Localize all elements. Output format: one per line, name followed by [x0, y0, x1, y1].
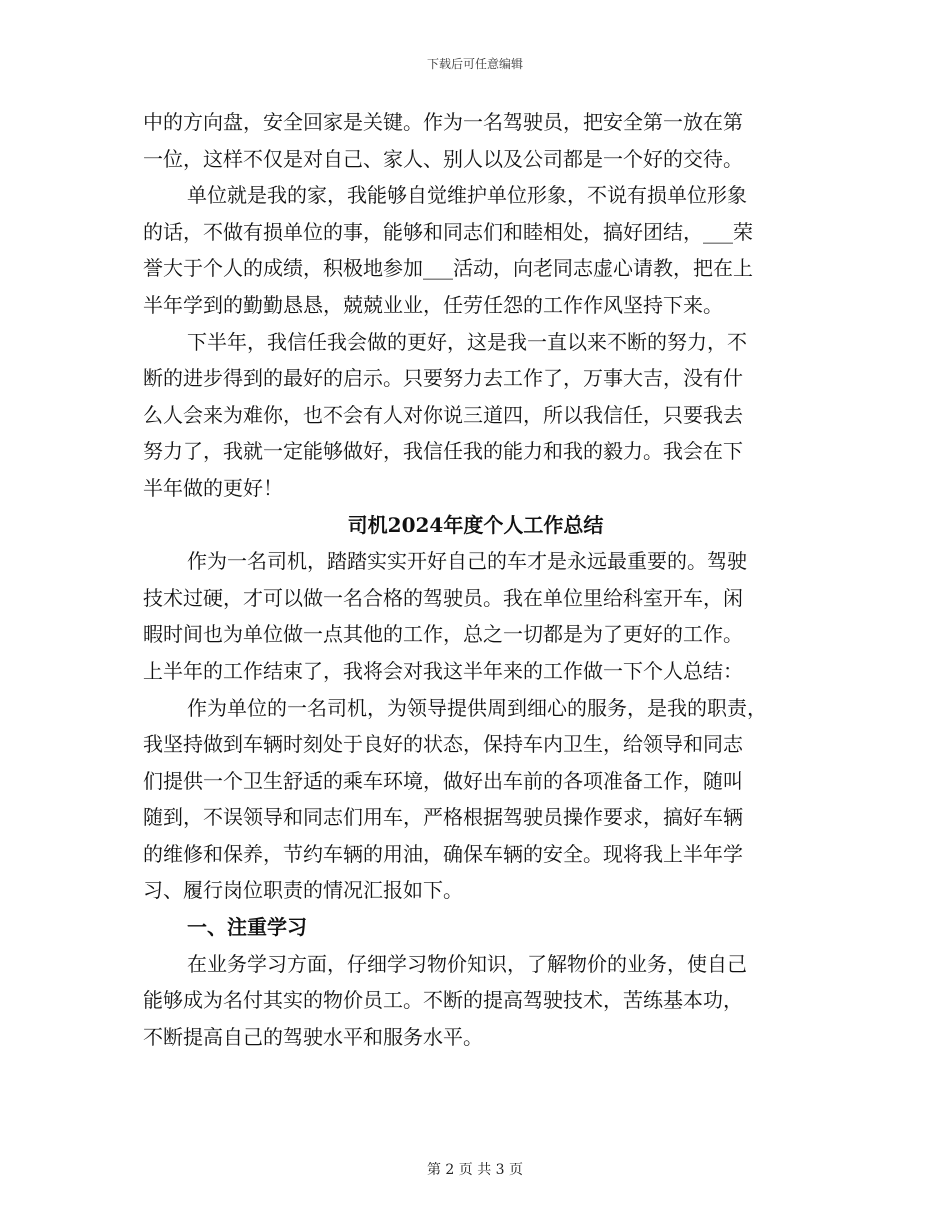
paragraph-line: 暇时间也为单位做一点其他的工作，总之一切都是为了更好的工作。: [143, 622, 743, 647]
header-note: 下载后可任意编辑: [426, 57, 523, 71]
document-body: [143, 104, 808, 1055]
paragraph-line: 能够成为名付其实的物价员工。不断的提高驾驶技术，苦练基本功，: [143, 988, 743, 1013]
paragraph-line: 的话，不做有损单位的事，能够和同志们和睦相处，搞好团结，___荣: [143, 219, 753, 244]
paragraph-line: 誉大于个人的成绩，积极地参加___活动，向老同志虚心请教，把在上: [143, 256, 753, 281]
paragraph-line: 技术过硬，才可以做一名合格的驾驶员。我在单位里给科室开车，闲: [143, 585, 743, 610]
paragraph-line: 的维修和保养，节约车辆的用油，确保车辆的安全。现将我上半年学: [143, 841, 743, 866]
paragraph-line: 半年学到的勤勤恳恳，兢兢业业，任劳任怨的工作作风坚持下来。: [143, 292, 723, 317]
paragraph-line: 习、履行岗位职责的情况汇报如下。: [143, 878, 463, 903]
page-number: 第 2 页 共 3 页: [426, 1162, 524, 1178]
paragraph-line: 单位就是我的家，我能够自觉维护单位形象，不说有损单位形象: [187, 183, 747, 208]
paragraph-line: 中的方向盘，安全回家是关键。作为一名驾驶员，把安全第一放在第: [143, 110, 743, 134]
paragraph-line: 努力了，我就一定能够做好，我信任我的能力和我的毅力。我会在下: [143, 439, 743, 464]
paragraph-line: 们提供一个卫生舒适的乘车环境，做好出车前的各项准备工作，随叫: [143, 768, 743, 793]
paragraph-line: 半年做的更好！: [143, 475, 283, 500]
paragraph-line: 不断提高自己的驾驶水平和服务水平。: [143, 1024, 483, 1049]
paragraph-line: 断的进步得到的最好的启示。只要努力去工作了，万事大吉，没有什: [143, 366, 743, 391]
paragraph-line: 么人会来为难你，也不会有人对你说三道四，所以我信任，只要我去: [143, 402, 743, 427]
paragraph-line: 下半年，我信任我会做的更好，这是我一直以来不断的努力，不: [187, 329, 747, 354]
paragraph-line: 一位，这样不仅是对自己、家人、别人以及公司都是一个好的交待。: [143, 146, 743, 171]
paragraph-line: 作为单位的一名司机，为领导提供周到细心的服务，是我的职责，: [187, 695, 767, 720]
paragraph-line: 随到，不误领导和同志们用车，严格根据驾驶员操作要求，搞好车辆: [143, 805, 743, 830]
paragraph-line: 上半年的工作结束了，我将会对我这半年来的工作做一下个人总结：: [143, 658, 743, 683]
subsection-heading: 一、注重学习: [187, 915, 307, 940]
section-title: 司机2024年度个人工作总结: [347, 512, 604, 537]
paragraph-line: 我坚持做到车辆时刻处于良好的状态，保持车内卫生，给领导和同志: [143, 732, 743, 757]
paragraph-line: 作为一名司机，踏踏实实开好自己的车才是永远最重要的。驾驶: [187, 549, 747, 574]
paragraph-line: 在业务学习方面，仔细学习物价知识，了解物价的业务，使自己: [187, 951, 747, 976]
